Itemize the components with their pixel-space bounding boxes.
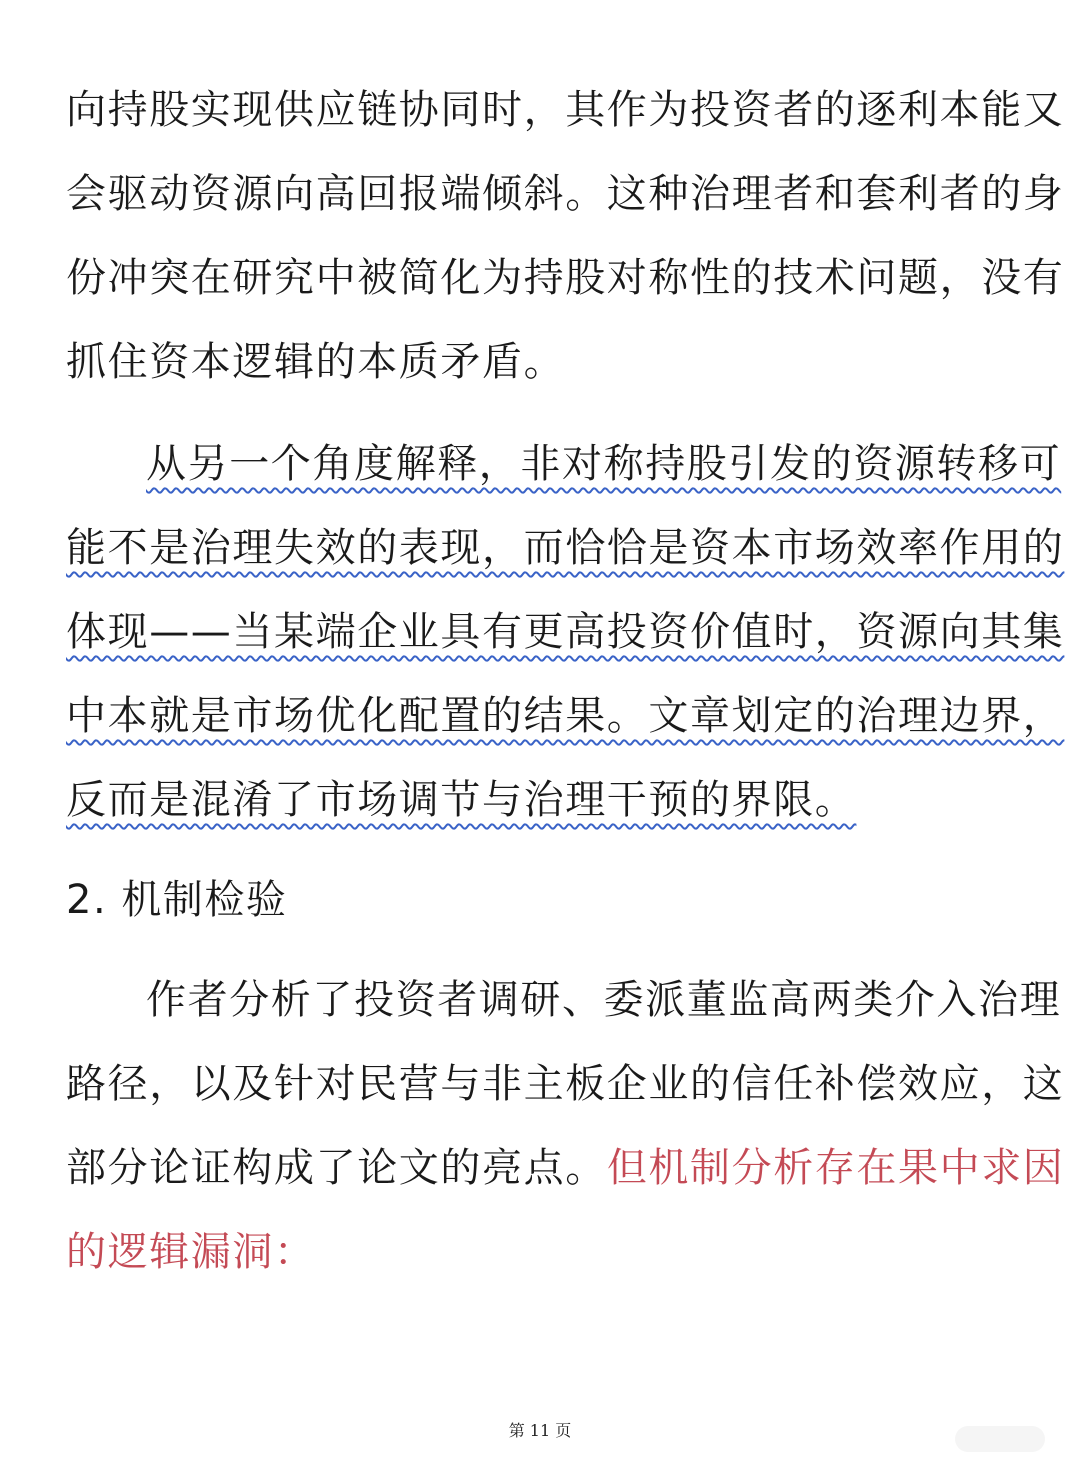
paragraph1-line-2: 会驱动资源向高回报端倾斜。这种治理者和套利者的身 xyxy=(66,171,1065,217)
paragraph2-line-1-text: 从另一个角度解释，非对称持股引发的资源转移可 xyxy=(146,441,1062,487)
paragraph1-line-3: 份冲突在研究中被简化为持股对称性的技术问题，没有 xyxy=(66,255,1065,301)
paragraph2-line-2 xyxy=(66,518,1065,578)
paragraph3-line-2: 路径，以及针对民营与非主板企业的信任补偿效应，这 xyxy=(66,1061,1065,1107)
paragraph2-line-3-text: 体现——当某端企业具有更高投资价值时，资源向其集 xyxy=(66,609,1065,655)
paragraph2-line-2-text: 能不是治理失效的表现，而恰恰是资本市场效率作用的 xyxy=(66,525,1065,571)
section-heading: 2. 机制检验 xyxy=(66,877,288,923)
paragraph2-line-5 xyxy=(66,770,1014,830)
paragraph1-line-4: 抓住资本逻辑的本质矛盾。 xyxy=(66,339,566,385)
page-number: 第 11 页 xyxy=(508,1421,572,1440)
paragraph2-line-1 xyxy=(146,434,1062,494)
watermark xyxy=(955,1426,1045,1452)
paragraph1-line-1: 向持股实现供应链协同时，其作为投资者的逐利本能又 xyxy=(66,87,1065,133)
highlight-text-last: 的逻辑漏洞： xyxy=(66,1229,316,1275)
paragraph2-line-4-text: 中本就是市场优化配置的结果。文章划定的治理边界， xyxy=(66,693,1065,739)
paragraph3-line-1: 作者分析了投资者调研、委派董监高两类介入治理 xyxy=(146,977,1062,1023)
paragraph2-line-4 xyxy=(66,686,1065,746)
paragraph3-line-3-text: 部分论证构成了论文的亮点。 xyxy=(66,1145,607,1191)
paragraph3-line-3 xyxy=(66,1138,1065,1198)
paragraph2-line-3 xyxy=(66,602,1065,662)
highlight-text-inline: 但机制分析存在果中求因 xyxy=(606,1145,1065,1191)
paragraph2-line-5-text: 反而是混淆了市场调节与治理干预的界限。 xyxy=(66,777,857,823)
